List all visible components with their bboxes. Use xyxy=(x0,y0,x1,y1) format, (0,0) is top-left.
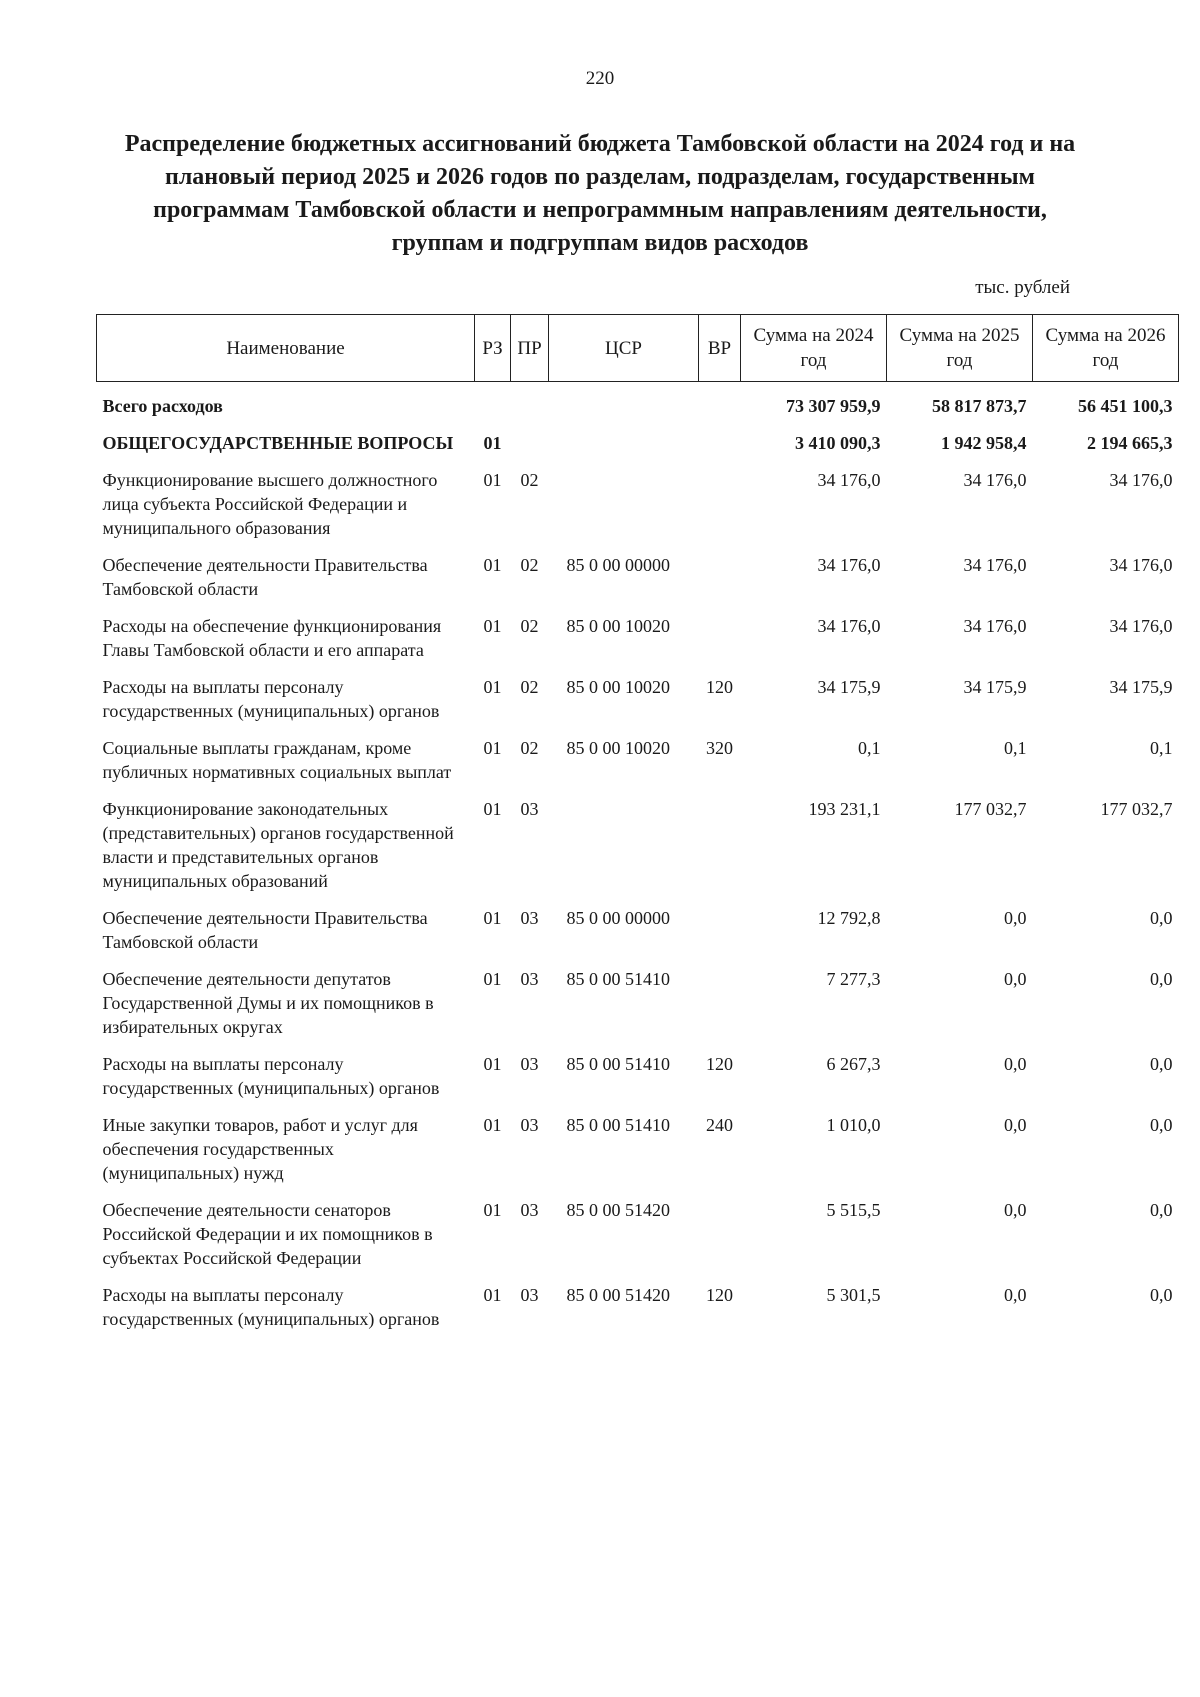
row-csr: 85 0 00 10020 xyxy=(566,738,670,758)
row-vr xyxy=(699,797,741,906)
row-rz: 01 xyxy=(483,1285,502,1305)
budget-table xyxy=(96,314,1179,1344)
row-sum-2024: 34 176,0 xyxy=(817,470,881,490)
row-sum-2024: 12 792,8 xyxy=(817,908,881,928)
document-title: Распределение бюджетных ассигнований бюджета Тамбовской области на 2024 год и на плановый период 2025 и 2026 годов по разделам, подразделам, государственным программам Тамбовской области и непрограммным направлениям деятельности, группам и подгруппам видов расходов xyxy=(124,131,1076,256)
row-pr xyxy=(511,382,549,432)
row-csr: 85 0 00 51410 xyxy=(566,1054,670,1074)
row-rz: 01 xyxy=(483,1200,502,1220)
row-vr xyxy=(699,967,741,1052)
row-sum-2024: 7 277,3 xyxy=(826,969,881,989)
row-sum-2024: 1 010,0 xyxy=(826,1115,881,1135)
row-sum-2026: 0,0 xyxy=(1150,1054,1173,1074)
row-sum-2024: 5 301,5 xyxy=(826,1285,881,1305)
units-label: тыс. рублей xyxy=(975,277,1070,298)
row-vr xyxy=(699,553,741,614)
header-vr: ВР xyxy=(699,315,741,382)
row-pr: 03 xyxy=(520,1200,539,1220)
row-name: Функционирование высшего должностного лица субъекта Российской Федерации и муниципального образования xyxy=(102,470,438,538)
row-vr xyxy=(699,906,741,967)
row-pr: 03 xyxy=(520,1285,539,1305)
row-sum-2024: 193 231,1 xyxy=(808,799,881,819)
row-name: Социальные выплаты гражданам, кроме публичных нормативных социальных выплат xyxy=(102,738,452,782)
row-sum-2025: 34 176,0 xyxy=(963,616,1027,636)
row-sum-2026: 56 451 100,3 xyxy=(1078,396,1173,416)
row-pr: 03 xyxy=(520,799,539,819)
row-name: Обеспечение деятельности сенаторов Российской Федерации и их помощников в субъектах Российской Федерации xyxy=(102,1200,433,1268)
table-row xyxy=(97,553,1179,614)
row-vr xyxy=(699,468,741,553)
row-pr: 03 xyxy=(520,969,539,989)
row-sum-2026: 0,0 xyxy=(1150,1285,1173,1305)
row-vr xyxy=(699,382,741,432)
row-csr: 85 0 00 00000 xyxy=(566,908,670,928)
table-row xyxy=(97,1198,1179,1283)
row-csr: 85 0 00 51420 xyxy=(566,1200,670,1220)
row-sum-2026: 34 175,9 xyxy=(1109,677,1173,697)
row-sum-2026: 0,1 xyxy=(1150,738,1173,758)
table-row xyxy=(97,431,1179,468)
row-name: Расходы на выплаты персоналу государственных (муниципальных) органов xyxy=(102,677,440,721)
row-sum-2026: 34 176,0 xyxy=(1109,470,1173,490)
row-name: Расходы на выплаты персоналу государственных (муниципальных) органов xyxy=(102,1285,440,1329)
row-csr xyxy=(549,431,699,468)
header-name: Наименование xyxy=(97,315,475,382)
row-sum-2025: 0,0 xyxy=(1004,969,1027,989)
row-csr xyxy=(549,468,699,553)
table-row xyxy=(97,1113,1179,1198)
table-row xyxy=(97,797,1179,906)
row-rz: 01 xyxy=(483,616,502,636)
row-vr xyxy=(699,614,741,675)
table-row xyxy=(97,468,1179,553)
row-pr: 02 xyxy=(520,677,539,697)
table-row xyxy=(97,614,1179,675)
row-csr xyxy=(549,382,699,432)
row-sum-2025: 0,0 xyxy=(1004,1285,1027,1305)
row-sum-2024: 6 267,3 xyxy=(826,1054,881,1074)
row-pr: 02 xyxy=(520,555,539,575)
row-pr: 03 xyxy=(520,1054,539,1074)
row-rz xyxy=(475,382,511,432)
header-sum-2025: Сумма на 2025 год xyxy=(887,315,1033,382)
row-sum-2024: 34 176,0 xyxy=(817,555,881,575)
row-sum-2025: 0,0 xyxy=(1004,1200,1027,1220)
row-sum-2025: 1 942 958,4 xyxy=(941,433,1027,453)
row-vr: 120 xyxy=(706,677,733,697)
row-sum-2025: 0,0 xyxy=(1004,1054,1027,1074)
row-sum-2024: 34 175,9 xyxy=(817,677,881,697)
row-vr: 320 xyxy=(706,738,733,758)
row-sum-2025: 58 817 873,7 xyxy=(932,396,1027,416)
row-sum-2026: 177 032,7 xyxy=(1100,799,1173,819)
row-vr xyxy=(699,431,741,468)
table-row xyxy=(97,1052,1179,1113)
row-vr xyxy=(699,1198,741,1283)
row-rz: 01 xyxy=(483,470,502,490)
row-pr: 02 xyxy=(520,470,539,490)
table-row xyxy=(97,382,1179,432)
header-sum-2024: Сумма на 2024 год xyxy=(741,315,887,382)
table-row xyxy=(97,967,1179,1052)
header-csr: ЦСР xyxy=(549,315,699,382)
row-name: Обеспечение деятельности Правительства Тамбовской области xyxy=(102,908,428,952)
row-pr: 02 xyxy=(520,616,539,636)
row-csr: 85 0 00 51410 xyxy=(566,969,670,989)
row-name: Обеспечение деятельности депутатов Государственной Думы и их помощников в избирательных округах xyxy=(102,969,434,1037)
page-number: 220 xyxy=(585,68,615,89)
row-sum-2025: 34 175,9 xyxy=(963,677,1027,697)
row-csr: 85 0 00 10020 xyxy=(566,677,670,697)
row-rz: 01 xyxy=(483,433,502,453)
row-pr: 02 xyxy=(520,738,539,758)
header-pr: ПР xyxy=(511,315,549,382)
row-name: Расходы на обеспечение функционирования Главы Тамбовской области и его аппарата xyxy=(102,616,442,660)
row-sum-2025: 0,0 xyxy=(1004,908,1027,928)
row-sum-2026: 0,0 xyxy=(1150,1115,1173,1135)
row-name: Иные закупки товаров, работ и услуг для обеспечения государственных (муниципальных) нужд xyxy=(102,1115,418,1183)
row-rz: 01 xyxy=(483,908,502,928)
row-sum-2025: 0,1 xyxy=(1004,738,1027,758)
row-rz: 01 xyxy=(483,799,502,819)
row-sum-2025: 0,0 xyxy=(1004,1115,1027,1135)
table-header-row xyxy=(97,315,1179,382)
row-sum-2024: 5 515,5 xyxy=(826,1200,881,1220)
row-rz: 01 xyxy=(483,969,502,989)
row-sum-2026: 2 194 665,3 xyxy=(1087,433,1173,453)
row-sum-2025: 34 176,0 xyxy=(963,470,1027,490)
row-sum-2024: 34 176,0 xyxy=(817,616,881,636)
table-row xyxy=(97,906,1179,967)
row-sum-2025: 34 176,0 xyxy=(963,555,1027,575)
row-rz: 01 xyxy=(483,1115,502,1135)
table-row xyxy=(97,736,1179,797)
row-sum-2024: 73 307 959,9 xyxy=(786,396,881,416)
row-vr: 120 xyxy=(706,1285,733,1305)
row-name: Обеспечение деятельности Правительства Тамбовской области xyxy=(102,555,428,599)
row-rz: 01 xyxy=(483,555,502,575)
row-csr: 85 0 00 10020 xyxy=(566,616,670,636)
row-sum-2025: 177 032,7 xyxy=(954,799,1027,819)
row-csr: 85 0 00 51420 xyxy=(566,1285,670,1305)
row-csr: 85 0 00 00000 xyxy=(566,555,670,575)
row-csr xyxy=(549,797,699,906)
row-csr: 85 0 00 51410 xyxy=(566,1115,670,1135)
row-sum-2026: 0,0 xyxy=(1150,1200,1173,1220)
row-sum-2026: 34 176,0 xyxy=(1109,616,1173,636)
row-name: Всего расходов xyxy=(102,396,223,416)
row-sum-2026: 0,0 xyxy=(1150,969,1173,989)
row-rz: 01 xyxy=(483,738,502,758)
table-row xyxy=(97,675,1179,736)
row-name: Расходы на выплаты персоналу государственных (муниципальных) органов xyxy=(102,1054,440,1098)
row-pr: 03 xyxy=(520,908,539,928)
row-sum-2024: 0,1 xyxy=(858,738,881,758)
row-pr: 03 xyxy=(520,1115,539,1135)
row-sum-2024: 3 410 090,3 xyxy=(795,433,881,453)
row-name: ОБЩЕГОСУДАРСТВЕННЫЕ ВОПРОСЫ xyxy=(102,433,454,453)
row-vr: 120 xyxy=(706,1054,733,1074)
header-rz: РЗ xyxy=(475,315,511,382)
row-vr: 240 xyxy=(706,1115,733,1135)
row-name: Функционирование законодательных (представительных) органов государственной власти и представительных органов муниципальных образований xyxy=(102,799,454,891)
row-rz: 01 xyxy=(483,1054,502,1074)
header-sum-2026: Сумма на 2026 год xyxy=(1033,315,1179,382)
row-sum-2026: 34 176,0 xyxy=(1109,555,1173,575)
row-sum-2026: 0,0 xyxy=(1150,908,1173,928)
table-row xyxy=(97,1283,1179,1344)
row-pr xyxy=(511,431,549,468)
row-rz: 01 xyxy=(483,677,502,697)
